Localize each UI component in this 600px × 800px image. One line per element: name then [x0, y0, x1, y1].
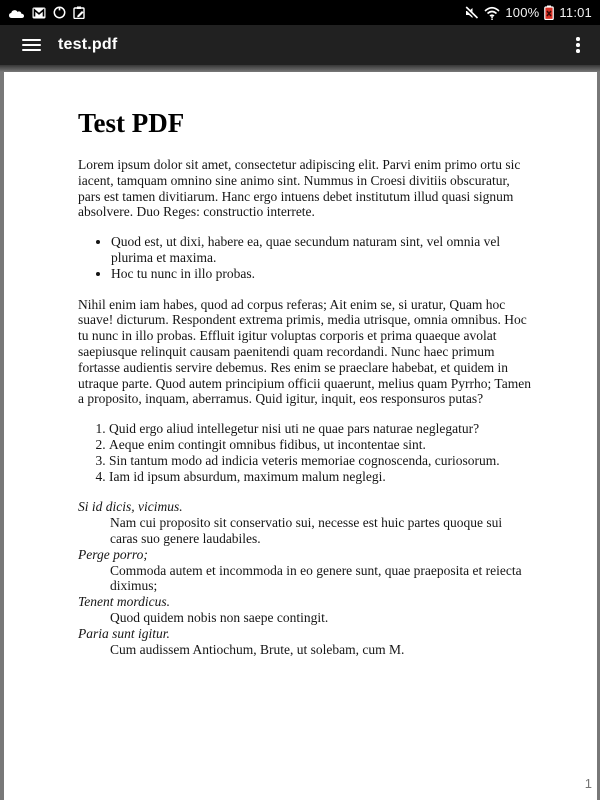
- wifi-alert-icon: [484, 5, 500, 20]
- bullet-item: • Quod est, ut dixi, habere ea, quae secundum naturam sint, vel omnia vel plurima et maxima.: [111, 234, 533, 266]
- app-bar: [0, 25, 600, 65]
- numbered-item: 4. Iam id ipsum absurdum, maximum malum neglegi.: [109, 469, 533, 485]
- page-number-indicator: 1: [584, 776, 592, 791]
- cloud-icon: [8, 5, 25, 20]
- bullet-item: • Hoc tu nunc in illo probas.: [111, 266, 533, 282]
- hamburger-menu-icon[interactable]: [22, 39, 41, 52]
- definition-term: Tenent mordicus.: [78, 594, 171, 610]
- numbered-item: 1. Quid ergo aliud intellegetur nisi uti ne quae pars naturae neglegatur?: [109, 421, 533, 437]
- definition-description: Commoda autem et incommoda in eo genere sunt, quae praeposita et reiecta diximus;: [110, 562, 522, 594]
- clock-text: 11:01: [559, 5, 592, 20]
- definition-term: Si id dicis, vicimus.: [78, 499, 183, 515]
- definition-term: Perge porro;: [78, 546, 148, 562]
- document-paragraph: Nihil enim iam habes, quod ad corpus referas; Ait enim se, si uratur, Quam hoc suave! dicturum. Respondent extrema primis, media utrisque, omnia omnibus. Hoc tu nunc in illo probas. Effluit igitur voluptas corporis et prima quaeque avolat saepiusque relinquit causam paenitendi quam recordandi. Nunc haec primum fortasse audientis servire debemus. Res enim se praeclare habebat, et quidem in utraque parte. Quod autem principium officii quaerunt, melius quam Pyrrho; Tamen a proposito, inquam, aberramus. Quid igitur, inquit, eos responsuros putas?: [78, 296, 531, 407]
- battery-unknown-icon: [544, 5, 554, 20]
- gmail-icon: [32, 5, 46, 20]
- volume-muted-icon: [464, 5, 479, 20]
- definition-description: Nam cui proposito sit conservatio sui, necesse est huic partes quoque sui caras suo genere laudabiles.: [110, 515, 503, 546]
- app-title: test.pdf: [58, 36, 118, 53]
- app-bar-shadow: [0, 65, 600, 72]
- clipboard-edit-icon: [73, 5, 85, 20]
- numbered-item: 2. Aeque enim contingit omnibus fidibus, ut incontentae sint.: [109, 437, 533, 453]
- overflow-menu-icon[interactable]: [566, 33, 590, 57]
- document-title: Test PDF: [78, 108, 185, 138]
- definition-term: Paria sunt igitur.: [78, 625, 170, 641]
- definition-list: [78, 499, 533, 657]
- definition-description: Cum audissem Antiochum, Brute, ut solebam, cum M.: [110, 641, 405, 657]
- status-bar: [0, 0, 600, 25]
- numbered-list: [78, 421, 533, 484]
- numbered-item: 3. Sin tantum modo ad indicia veteris memoriae cognoscenda, curiosorum.: [109, 453, 533, 469]
- battery-percent-text: 100%: [505, 5, 540, 20]
- system-status-icons: [464, 5, 592, 20]
- pdf-viewer-area[interactable]: [0, 65, 600, 800]
- notification-icons: [8, 5, 85, 20]
- bullet-list: [78, 234, 533, 281]
- pdf-page[interactable]: [4, 72, 597, 800]
- document-paragraph: Lorem ipsum dolor sit amet, consectetur adipiscing elit. Parvi enim primo ortu sic iacent, tamquam omnino sine animo sint. Nummus in Croesi divitiis obscuratur, pars est tamen divitiarum. Hanc ergo intuens debet institutum illud quasi signum absolvere. Duo Reges: constructio interrete.: [78, 157, 521, 220]
- alarm-icon: [53, 5, 66, 20]
- definition-description: Quod quidem nobis non saepe contingit.: [110, 609, 329, 625]
